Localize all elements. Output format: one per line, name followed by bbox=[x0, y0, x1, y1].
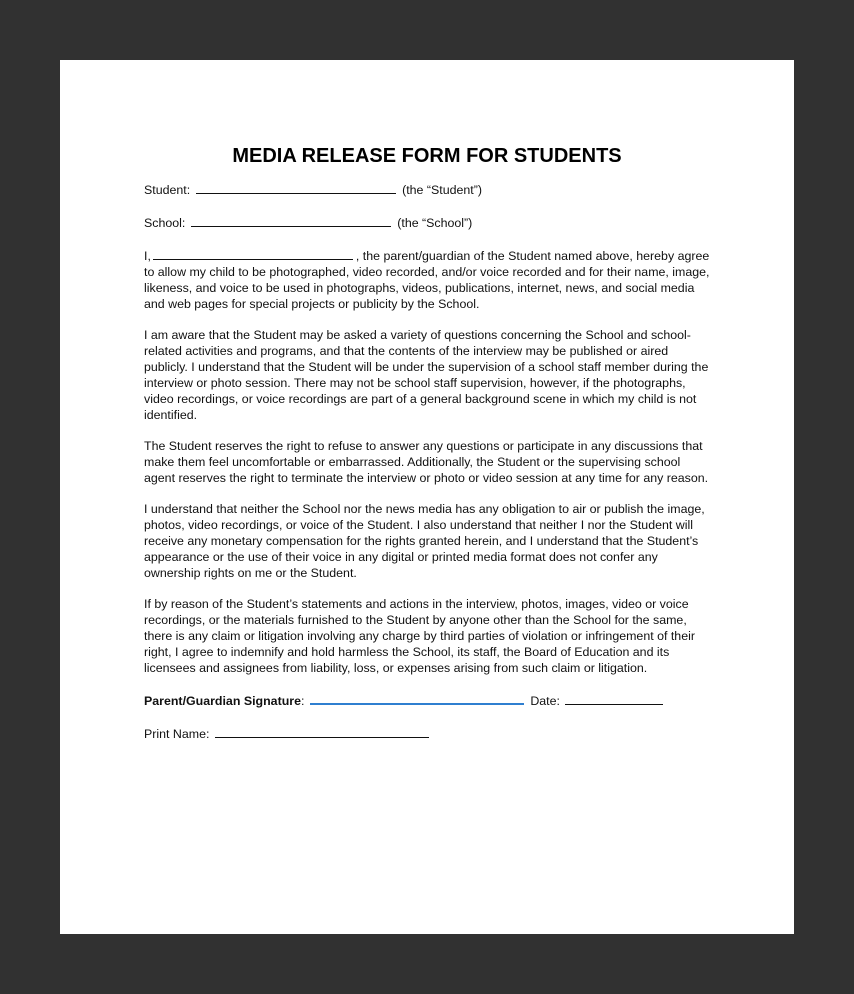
signature-field[interactable] bbox=[310, 691, 524, 705]
print-name-blank[interactable] bbox=[215, 725, 429, 738]
form-title: MEDIA RELEASE FORM FOR STUDENTS bbox=[232, 145, 622, 167]
student-name-blank[interactable] bbox=[196, 181, 396, 194]
school-name-blank[interactable] bbox=[191, 214, 391, 227]
school-field-row bbox=[144, 214, 710, 231]
signature-colon: : bbox=[300, 694, 305, 708]
guardian-name-blank[interactable] bbox=[153, 247, 353, 260]
consent-paragraph bbox=[144, 247, 710, 312]
date-label: Date: bbox=[530, 694, 560, 708]
refusal-paragraph: The Student reserves the right to refuse to answer any questions or participate in any discussions that make them feel uncomfortable or embarrassed. Additionally, the Student or the supervising school agent reserves the right to terminate the interview or photo or video session at any time for any reason. bbox=[144, 439, 709, 485]
signature-label: Parent/Guardian Signature bbox=[144, 694, 301, 708]
signature-row bbox=[144, 691, 710, 709]
interview-paragraph: I am aware that the Student may be asked a variety of questions concerning the School and school-related activities and programs, and that the contents of the interview may be published or aired publicly. I understand that the Student will be under the supervision of a school staff member during the interview or photo session. There may not be school staff supervision, however, if the photographs, video recordings, or voice recordings are part of a general background scene in which my child is not identified. bbox=[144, 328, 709, 422]
document-page bbox=[60, 60, 794, 934]
form-content bbox=[144, 144, 710, 758]
school-suffix: (the “School”) bbox=[397, 216, 473, 230]
date-blank[interactable] bbox=[565, 692, 663, 705]
student-field-row bbox=[144, 181, 710, 198]
indemnity-paragraph: If by reason of the Student’s statements and actions in the interview, photos, images, video or voice recordings, or the materials furnished to the Student by anyone other than the School for the same, there is any claim or litigation involving any charge by third parties of violation or infringement of their right, I agree to indemnify and hold harmless the School, its staff, the Board of Education and its licensees and assignees from liability, loss, or expenses arising from such claim or litigation. bbox=[144, 597, 695, 675]
guardian-prefix: I, bbox=[144, 249, 151, 263]
student-label: Student: bbox=[144, 183, 191, 197]
school-label: School: bbox=[144, 216, 186, 230]
print-name-row bbox=[144, 725, 710, 742]
consent-text: , the parent/guardian of the Student named above, hereby agree to allow my child to be photographed, video recorded, and/or voice recorded and for their name, image, likeness, and voice to be used in photographs, videos, publications, internet, news, and social media and web pages for special projects or publicity by the School. bbox=[144, 249, 710, 311]
student-suffix: (the “Student”) bbox=[402, 183, 482, 197]
compensation-paragraph: I understand that neither the School nor the news media has any obligation to air or publish the image, photos, video recordings, or voice of the Student. I also understand that neither I nor the Student will receive any monetary compensation for the rights granted herein, and I understand that the Student’s appearance or the use of their voice in any digital or printed media format does not confer any ownership rights on me or the Student. bbox=[144, 502, 705, 580]
print-name-label: Print Name: bbox=[144, 727, 210, 741]
